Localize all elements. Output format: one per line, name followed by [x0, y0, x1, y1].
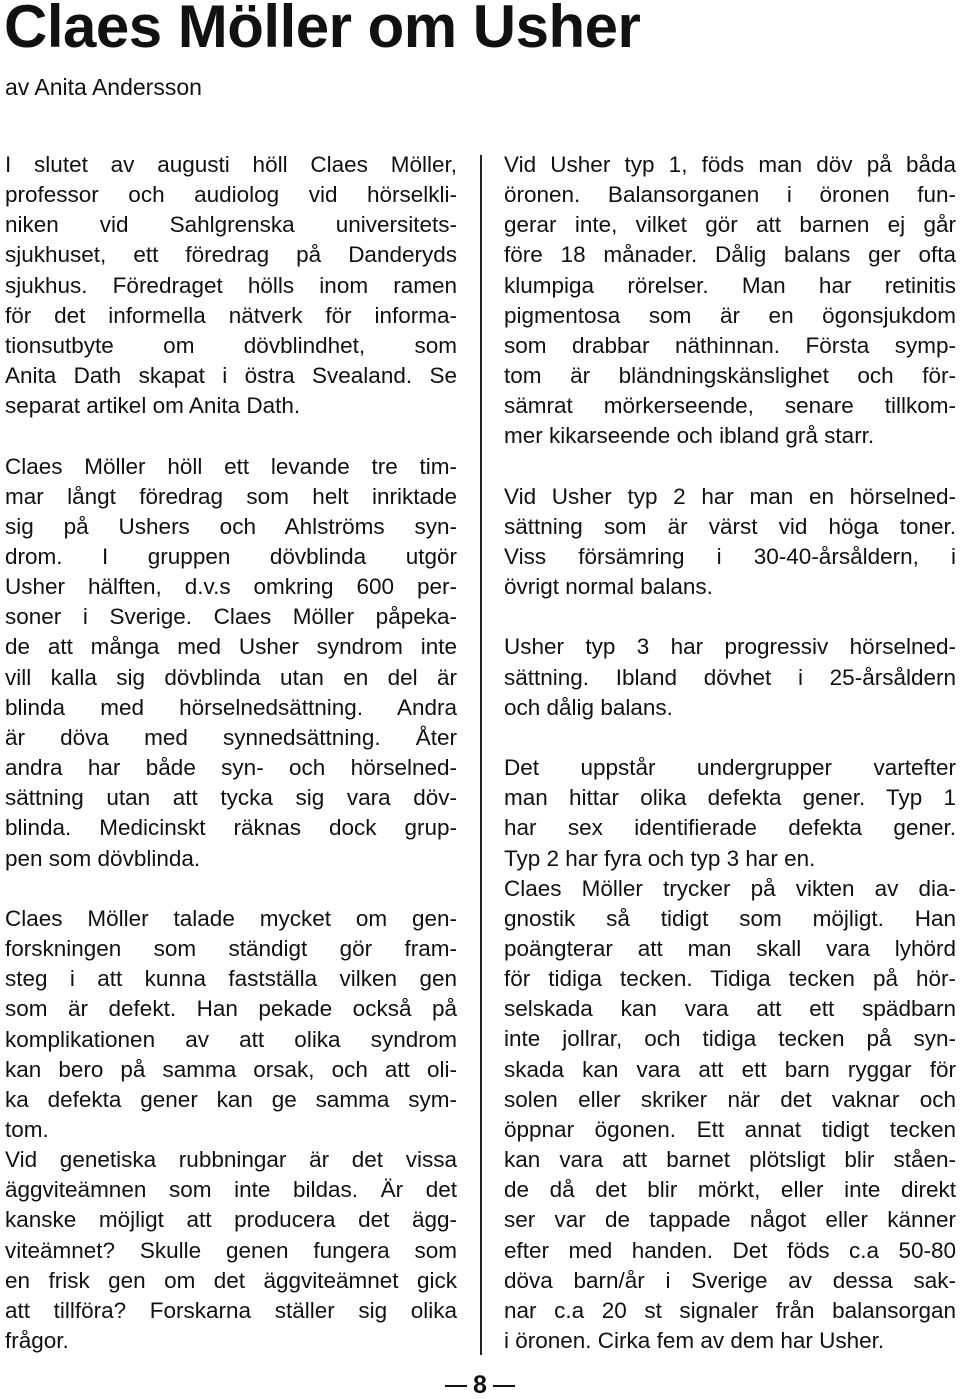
text-line: sättning. Ibland dövhet i 25-årsåldern [504, 664, 956, 690]
page-number: 8 [473, 1371, 487, 1399]
text-line: har sex identifierade defekta gener. [504, 815, 956, 841]
text-line: sig på Ushers och Ahlströms syn- [5, 513, 457, 539]
text-line: sjukhus. Föredraget hölls inom ramen [5, 272, 457, 298]
text-line: vill kalla sig dövblinda utan en del är [5, 664, 457, 690]
text-line: ser var de tappade något eller känner [504, 1207, 956, 1233]
text-line: Usher typ 3 har progressiv hörselned- [504, 634, 956, 660]
text-line: gnostik så tidigt som möjligt. Han [504, 905, 956, 931]
text-line: att tillföra? Forskarna ställer sig olika [5, 1297, 457, 1323]
paragraph [5, 904, 457, 1145]
column-divider [480, 155, 482, 1355]
text-line: för tidiga tecken. Tidiga tecken på hör- [504, 966, 956, 992]
text-line: sättning utan att tycka sig vara döv- [5, 785, 457, 811]
text-line: komplikationen av att olika syndrom [5, 1026, 457, 1052]
text-line: Vid genetiska rubbningar är det vissa [5, 1147, 457, 1173]
text-line: professor och audiolog vid hörselkli- [5, 182, 457, 208]
text-line: Vid Usher typ 1, föds man döv på båda [504, 152, 956, 177]
text-line: övrigt normal balans. [504, 574, 713, 600]
text-line: man hittar olika defekta gener. Typ 1 [504, 785, 956, 811]
text-line: äggviteämnen som inte bildas. Är det [5, 1177, 457, 1203]
text-line: forskningen som ständigt gör fram- [5, 936, 457, 962]
text-line: solen eller skriker när det vaknar och [504, 1086, 956, 1112]
text-line: selskada kan vara att ett spädbarn [504, 996, 956, 1022]
text-line: de att många med Usher syndrom inte [5, 634, 457, 660]
text-line: de då det blir mörkt, eller inte direkt [504, 1177, 956, 1203]
text-line: Viss försämring i 30-40-årsåldern, i [504, 544, 956, 570]
text-line: separat artikel om Anita Dath. [5, 393, 301, 419]
text-line: Det uppstår undergrupper vartefter [504, 755, 956, 781]
text-line: blinda med hörselnedsättning. Andra [5, 694, 457, 720]
text-line: steg i att kunna fastställa vilken gen [5, 966, 457, 992]
text-line: sämrat mörkerseende, senare tillkom- [504, 393, 956, 419]
paragraph-gap [504, 723, 956, 753]
text-line: tom är bländningskänslighet och för- [504, 363, 956, 389]
text-line: kan bero på samma orsak, och att oli- [5, 1056, 457, 1082]
text-line: tom. [5, 1116, 49, 1142]
text-line: Usher hälften, d.v.s omkring 600 per- [5, 574, 457, 600]
text-line: kan vara att barnet plötsligt blir ståen- [504, 1147, 956, 1173]
text-line: som drabbar näthinnan. Första symp- [504, 332, 956, 358]
paragraph [5, 452, 457, 874]
paragraph-gap [5, 421, 457, 451]
text-line: efter med handen. Det föds c.a 50-80 [504, 1237, 956, 1263]
paragraph-gap [504, 602, 956, 632]
text-line: som är defekt. Han pekade också på [5, 996, 457, 1022]
text-line: drom. I gruppen dövblinda utgör [5, 544, 457, 570]
text-line: ka defekta gener kan ge samma sym- [5, 1086, 457, 1112]
paragraph [504, 482, 956, 603]
text-line: gerar inte, vilket gör att barnen ej går [504, 212, 956, 238]
text-line: pigmentosa som är en ögonsjukdom [504, 302, 956, 328]
text-line: Claes Möller trycker på vikten av dia- [504, 875, 956, 901]
text-line: är döva med synnedsättning. Åter [5, 724, 457, 750]
text-line: öppnar ögonen. Ett annat tidigt tecken [504, 1116, 956, 1142]
text-line: andra har både syn- och hörselned- [5, 755, 457, 781]
paragraph [504, 150, 956, 452]
text-line: Claes Möller talade mycket om gen- [5, 905, 457, 931]
text-line: klumpiga rörelser. Man har retinitis [504, 272, 956, 298]
footer-dash-left [445, 1385, 467, 1387]
text-line: i öronen. Cirka fem av dem har Usher. [504, 1328, 885, 1354]
text-line: frågor. [5, 1328, 69, 1354]
text-line: och dålig balans. [504, 694, 673, 720]
text-line: sättning som är värst vid höga toner. [504, 513, 956, 539]
text-line: tionsutbyte om dövblindhet, som [5, 332, 457, 358]
paragraph-gap [504, 452, 956, 482]
text-line: viteämnet? Skulle genen fungera som [5, 1237, 457, 1263]
text-line: pen som dövblinda. [5, 845, 201, 871]
paragraph [504, 874, 956, 1357]
text-line: Typ 2 har fyra och typ 3 har en. [504, 845, 816, 871]
text-line: för det informella nätverk för informa- [5, 302, 457, 328]
text-line: mar långt föredrag som helt inriktade [5, 483, 457, 509]
text-line: nar c.a 20 st signaler från balansorgan [504, 1297, 956, 1323]
text-line: före 18 månader. Dålig balans ger ofta [504, 242, 956, 268]
paragraph-gap [5, 874, 457, 904]
text-line: sjukhuset, ett föredrag på Danderyds [5, 242, 457, 268]
paragraph [5, 1145, 457, 1356]
text-line: Claes Möller höll ett levande tre tim- [5, 453, 457, 479]
left-column [5, 150, 457, 1356]
paragraph [5, 150, 457, 421]
text-line: soner i Sverige. Claes Möller påpeka- [5, 604, 457, 630]
text-line: öronen. Balansorganen i öronen fun- [504, 182, 956, 208]
article-title: Claes Möller om Usher [4, 0, 641, 60]
text-line: poängterar att man skall vara lyhörd [504, 936, 956, 962]
paragraph [504, 632, 956, 722]
page-footer [0, 1371, 960, 1397]
text-line: döva barn/år i Sverige av dessa sak- [504, 1267, 956, 1293]
text-line: inte jollrar, och tidiga tecken på syn- [504, 1026, 956, 1052]
article-byline: av Anita Andersson [5, 74, 202, 100]
text-line: kanske möjligt att producera det ägg- [5, 1207, 457, 1233]
text-line: niken vid Sahlgrenska universitets- [5, 212, 457, 238]
text-line: I slutet av augusti höll Claes Möller, [5, 152, 457, 177]
text-line: mer kikarseende och ibland grå starr. [504, 423, 875, 449]
text-line: Vid Usher typ 2 har man en hörselned- [504, 483, 956, 509]
text-line: Anita Dath skapat i östra Svealand. Se [5, 363, 457, 389]
text-line: en frisk gen om det äggviteämnet gick [5, 1267, 457, 1293]
right-column [504, 150, 956, 1356]
footer-dash-right [493, 1385, 515, 1387]
text-line: blinda. Medicinskt räknas dock grup- [5, 815, 457, 841]
text-line: skada kan vara att ett barn ryggar för [504, 1056, 956, 1082]
paragraph [504, 753, 956, 874]
